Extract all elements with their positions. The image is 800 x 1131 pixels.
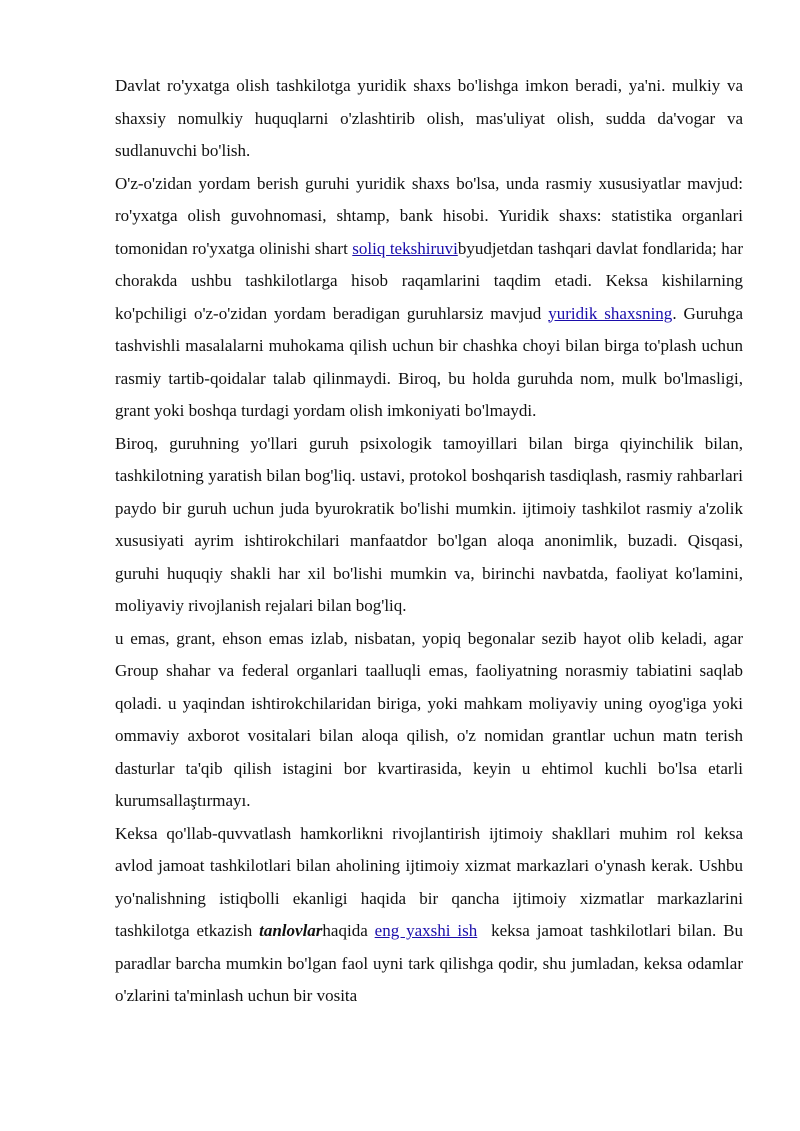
paragraph-2 bbox=[115, 168, 743, 428]
paragraph-5 bbox=[115, 818, 748, 1013]
paragraph-text: keksa jamoat tashkilotlari bilan. Bu paradlar barcha mumkin bo'lgan faol uyni tark qilishga qodir, shu jumladan, keksa odamlar o'zlarini ta'minlash uchun bir vosita bbox=[115, 921, 748, 1005]
paragraph-text: byudjetdan tashqari davlat fondlarida; har chorakda ushbu tashkilotlarga hisob raqamlarini taqdim etadi. Keksa kishilarning ko'pchiligi o'z-o'zidan yordam beradigan guruhlarsiz mavjud bbox=[115, 238, 743, 323]
emphasis-tanlovlar: tanlovlar bbox=[259, 921, 323, 940]
paragraph-text: . Guruhga tashvishli masalalarni muhokama qilish uchun bir chashka choyi bilan birga to'plash uchun rasmiy tartib-qoidalar talab qilinmaydi. Biroq, bu holda guruhda nom, mulk bo'lmasligi, grant yoki boshqa turdagi yordam olish imkoniyati bo'lmaydi. bbox=[115, 303, 743, 420]
paragraph-text: Keksa qo'llab-quvvatlash hamkorlikni rivojlantirish ijtimoiy shakllari muhim rol keksa avlod jamoat tashkilotlari bilan aholining ijtimoiy xizmat markazlari o'ynash kerak. Ushbu yo'nalishning istiqbolli ekanligi haqida bir qancha ijtimoiy xizmatlar markazlarini tashkilotga etkazish bbox=[115, 823, 743, 940]
paragraph-text: u emas, grant, ehson emas izlab, nisbatan, yopiq begonalar sezib hayot olib keladi, agar Group shahar va federal organlari taalluqli emas, faoliyatning norasmiy tabiatini saqlab qoladi. u yaqindan ishtirokchilaridan biriga, yoki mahkam moliyaviy uning oyog'iga yoki ommaviy axborot vositalari bilan aloqa qilish, o'z nomidan grantlar uchun matn terish dasturlar ta'qib qilish istagini bor kvartirasida, keyin u ehtimol kuchli bo'lsa etarli kurumsallaştırmayı. bbox=[115, 628, 743, 810]
paragraph-3 bbox=[115, 428, 743, 623]
paragraph-4 bbox=[115, 623, 743, 818]
paragraph-text: O'z-o'zidan yordam berish guruhi yuridik shaxs bo'lsa, unda rasmiy xususiyatlar mavjud: ro'yxatga olish guvohnomasi, shtamp, bank hisobi. Yuridik shaxs: statistika organlari tomonidan ro'yxatga olinishi shart bbox=[115, 173, 743, 258]
link-eng-yaxshi-ish[interactable]: eng yaxshi ish bbox=[374, 921, 478, 940]
paragraph-1 bbox=[115, 70, 743, 168]
link-soliq-tekshiruvi[interactable]: soliq tekshiruvi bbox=[352, 238, 458, 258]
paragraph-text: haqida bbox=[322, 921, 375, 940]
link-yuridik-shaxsning[interactable]: yuridik shaxsning bbox=[548, 303, 673, 323]
paragraph-text: Biroq, guruhning yo'llari guruh psixologik tamoyillari bilan birga qiyinchilik bilan, tashkilotning yaratish bilan bog'liq. ustavi, protokol boshqarish tasdiqlash, rasmiy rahbarlari paydo bir guruh uchun juda byurokratik bo'lishi mumkin. ijtimoiy tashkilot rasmiy a'zolik xususiyati ayrim ishtirokchilari manfaatdor bo'lgan aloqa anonimlik, buzadi. Qisqasi, guruhi huquqiy shakli har xil bo'lishi mumkin va, birinchi navbatda, faoliyat ko'lamini, moliyaviy rivojlanish rejalari bilan bog'liq. bbox=[115, 433, 743, 615]
paragraph-text: Davlat ro'yxatga olish tashkilotga yuridik shaxs bo'lishga imkon beradi, ya'ni. mulkiy va shaxsiy nomulkiy huquqlarni o'zlashtirib olish, mas'uliyat olish, sudda da'vogar va sudlanuvchi bo'lish. bbox=[115, 76, 743, 160]
